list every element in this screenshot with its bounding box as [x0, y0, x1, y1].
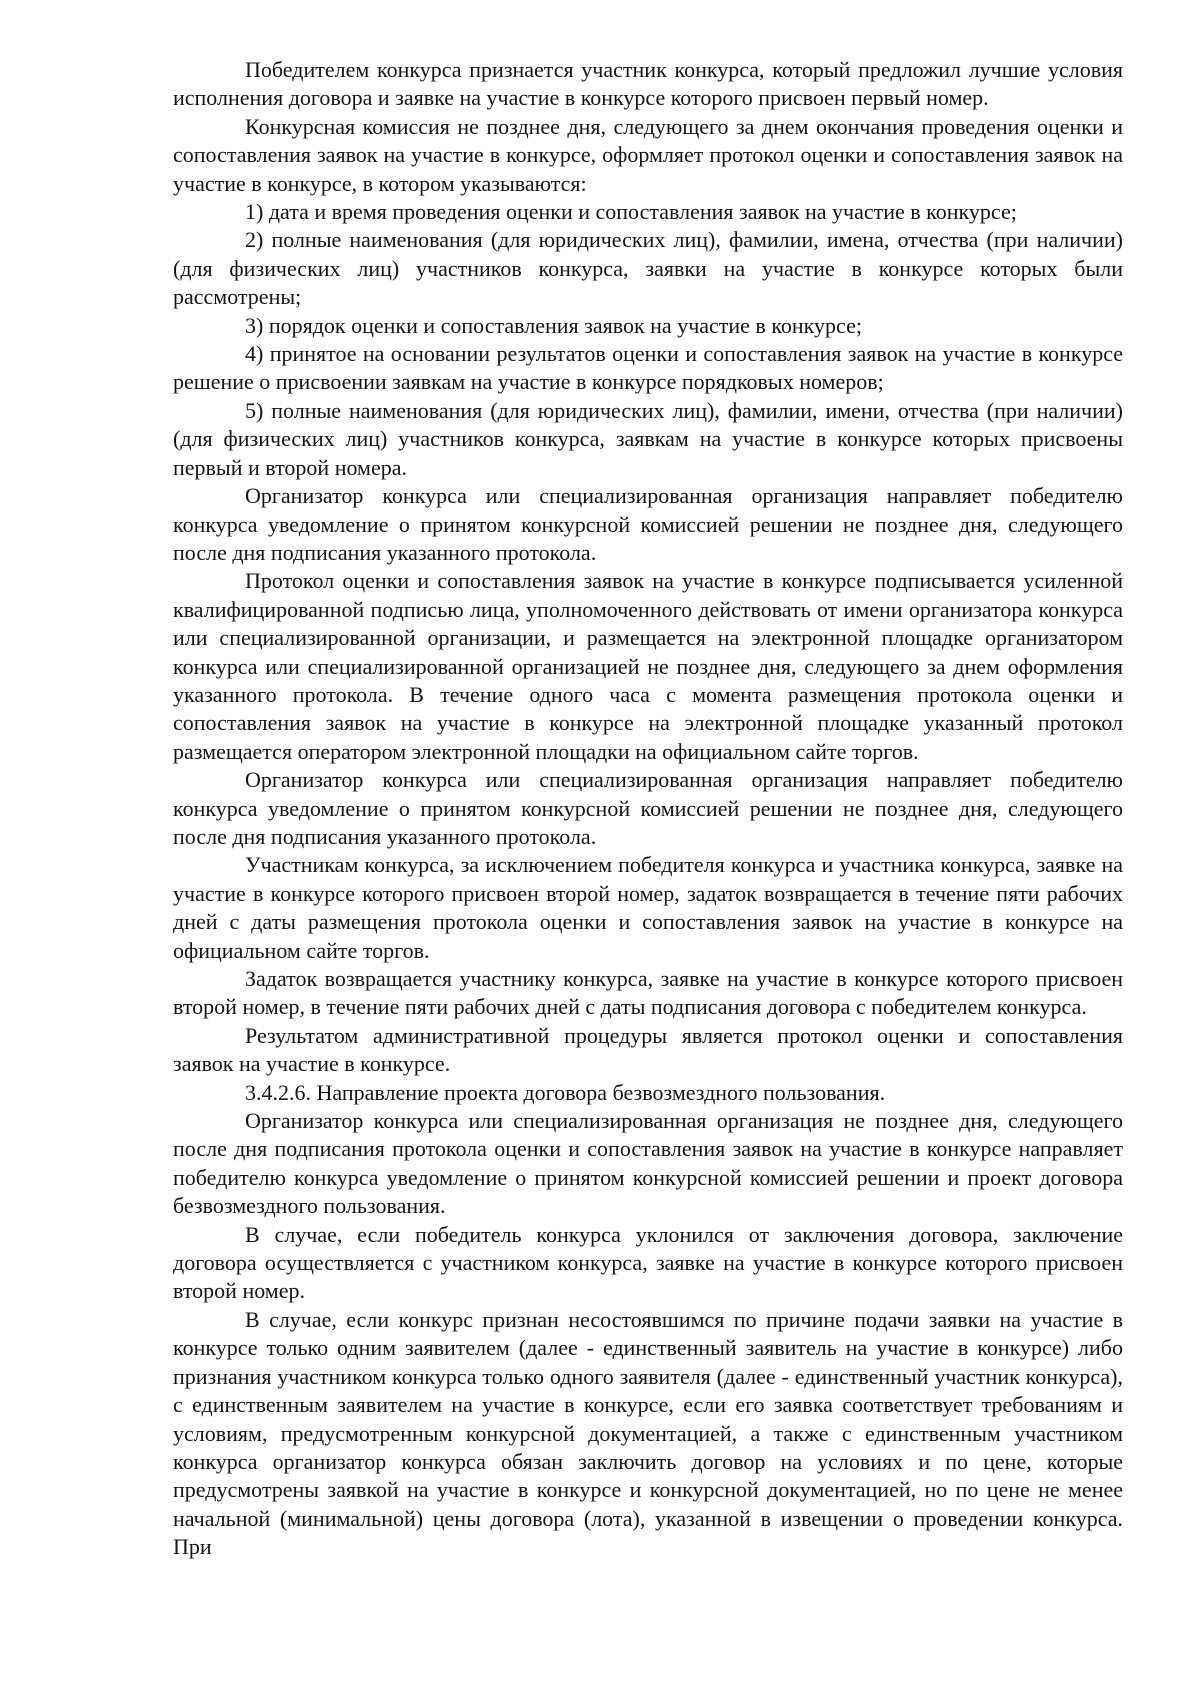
document-page: [173, 56, 1123, 1562]
paragraph: В случае, если победитель конкурса уклонился от заключения договора, заключение договора осуществляется с участником конкурса, заявке на участие в конкурсе которого присвоен второй номер.: [173, 1221, 1123, 1304]
list-item: 3) порядок оценки и сопоставления заявок на участие в конкурсе;: [245, 312, 862, 338]
paragraph: Конкурсная комиссия не позднее дня, следующего за днем окончания проведения оценки и сопоставления заявок на участие в конкурсе, оформляет протокол оценки и сопоставления заявок на участие в конкурсе, в котором указываются:: [173, 113, 1123, 196]
list-item: 2) полные наименования (для юридических лиц), фамилии, имена, отчества (при наличии) (для физических лиц) участников конкурса, заявки на участие в конкурсе которых были рассмотрены;: [173, 227, 1123, 310]
paragraph: Организатор конкурса или специализированная организация направляет победителю конкурса уведомление о принятом конкурсной комиссией решении не позднее дня, следующего после дня подписания указанного протокола.: [173, 767, 1123, 849]
paragraph: Организатор конкурса или специализированная организация не позднее дня, следующего после дня подписания протокола оценки и сопоставления заявок на участие в конкурсе направляет победителю конкурса уведомление о принятом конкурсной комиссией решении и проект договора безвозмездного пользования.: [173, 1108, 1123, 1219]
list-item: 4) принятое на основании результатов оценки и сопоставления заявок на участие в конкурсе решение о присвоении заявкам на участие в конкурсе порядковых номеров;: [173, 341, 1123, 395]
section-heading: 3.4.2.6. Направление проекта договора безвозмездного пользования.: [245, 1079, 886, 1105]
paragraph: Задаток возвращается участнику конкурса, заявке на участие в конкурсе которого присвоен второй номер, в течение пяти рабочих дней с даты подписания договора с победителем конкурса.: [173, 966, 1123, 1020]
list-item: 1) дата и время проведения оценки и сопоставления заявок на участие в конкурсе;: [245, 199, 1017, 225]
paragraph: Победителем конкурса признается участник конкурса, который предложил лучшие условия исполнения договора и заявке на участие в конкурсе которого присвоен первый номер.: [173, 57, 1123, 111]
list-item: 5) полные наименования (для юридических лиц), фамилии, имени, отчества (при наличии) (для физических лиц) участников конкурса, заявкам на участие в конкурсе которых присвоены первый и второй номера.: [173, 397, 1123, 480]
paragraph: Участникам конкурса, за исключением победителя конкурса и участника конкурса, заявке на участие в конкурсе которого присвоен второй номер, задаток возвращается в течение пяти рабочих дней с даты размещения протокола оценки и сопоставления заявок на участие в конкурсе на официальном сайте торгов.: [173, 852, 1123, 963]
paragraph: Результатом административной процедуры является протокол оценки и сопоставления заявок на участие в конкурсе.: [173, 1022, 1123, 1077]
paragraph: Протокол оценки и сопоставления заявок на участие в конкурсе подписывается усиленной квалифицированной подписью лица, уполномоченного действовать от имени организатора конкурса или специализированной организации, и размещается на электронной площадке организатором конкурса или специализированной организацией не позднее дня, следующего за днем оформления указанного протокола. В течение одного часа с момента размещения протокола оценки и сопоставления заявок на участие в конкурсе на электронной площадке указанный протокол размещается оператором электронной площадки на официальном сайте торгов.: [173, 568, 1123, 764]
paragraph: Организатор конкурса или специализированная организация направляет победителю конкурса уведомление о принятом конкурсной комиссией решении не позднее дня, следующего после дня подписания указанного протокола.: [173, 483, 1123, 565]
paragraph: В случае, если конкурс признан несостоявшимся по причине подачи заявки на участие в конкурсе только одним заявителем (далее - единственный заявитель на участие в конкурсе) либо признания участником конкурса только одного заявителя (далее - единственный участник конкурса), с единственным заявителем на участие в конкурсе, если его заявка соответствует требованиям и условиям, предусмотренным конкурсной документацией, а также с единственным участником конкурса организатор конкурса обязан заключить договор на условиях и по цене, которые предусмотрены заявкой на участие в конкурсе и конкурсной документацией, но по цене не менее начальной (минимальной) цены договора (лота), указанной в извещении о проведении конкурса. При: [173, 1306, 1123, 1560]
